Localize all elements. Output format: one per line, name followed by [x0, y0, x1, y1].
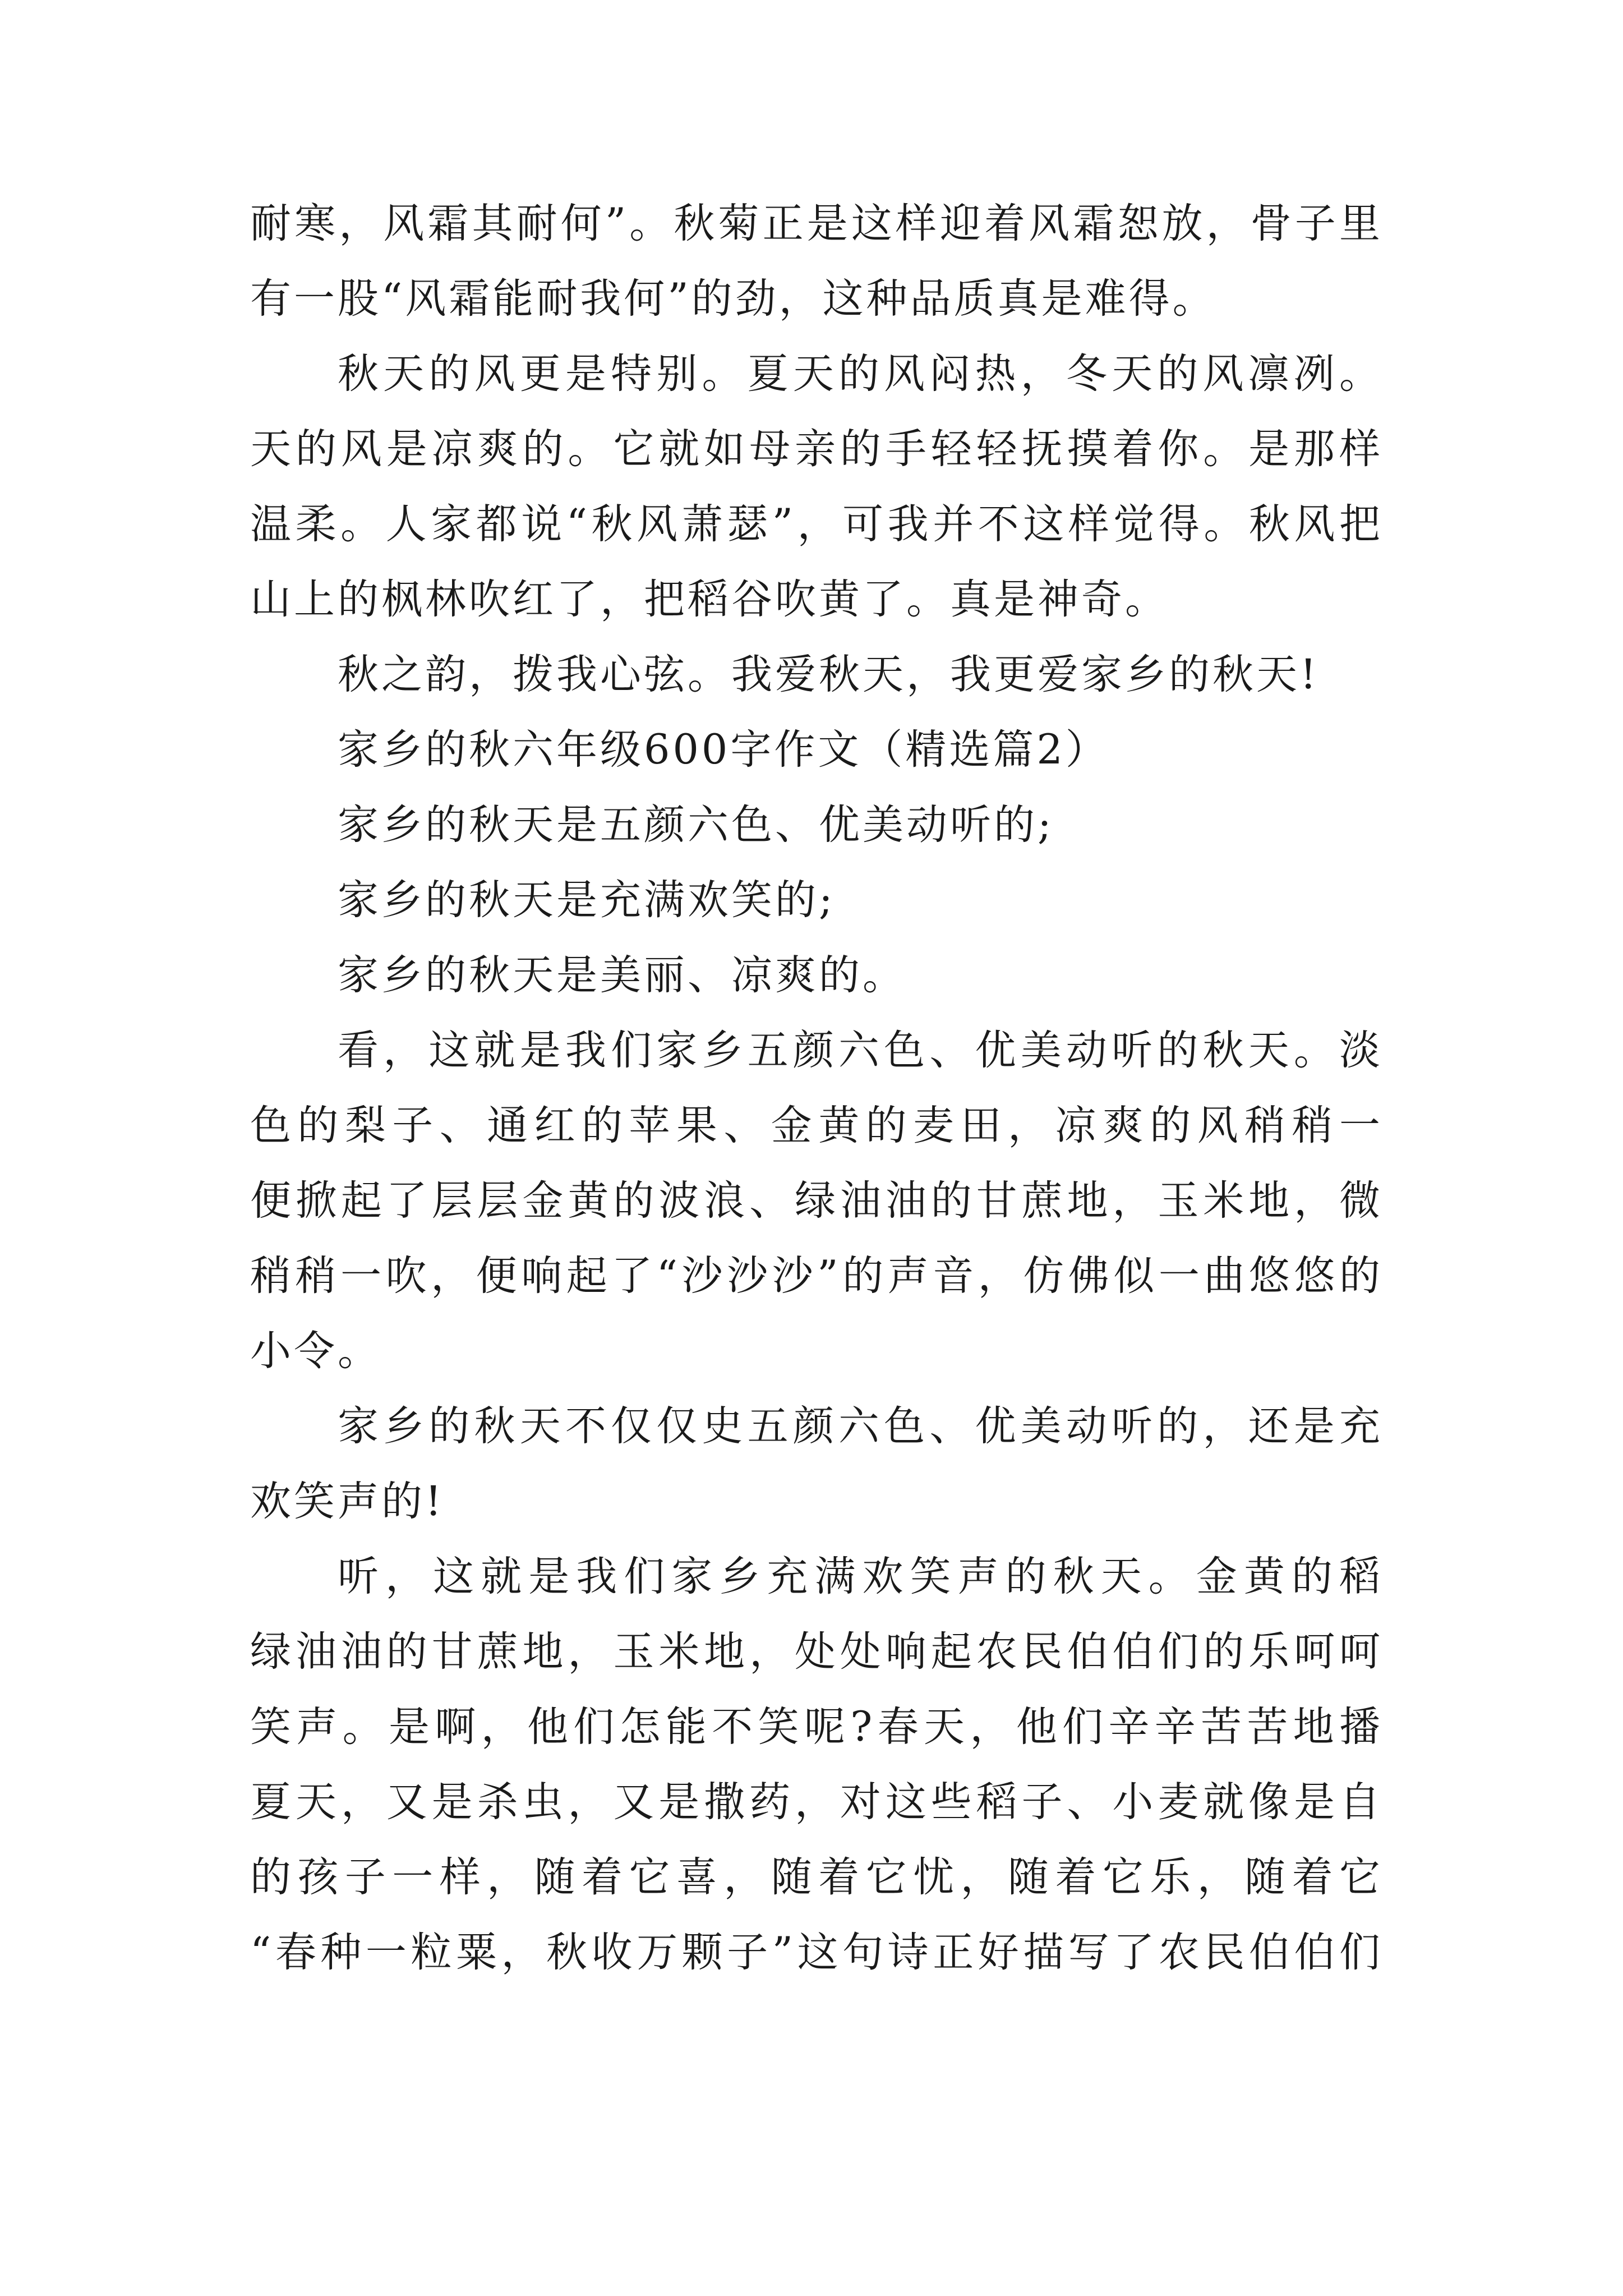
text-line: 的孩子一样，随着它喜，随着它忧，随着它乐，随着它: [250, 1853, 1383, 1901]
paragraph-start-line: 听，这就是我们家乡充满欢笑声的秋天。金黄的稻: [338, 1553, 1383, 1600]
paragraph-start-line: 家乡的秋天不仅仅史五颜六色、优美动听的，还是充: [338, 1402, 1383, 1450]
paragraph-start-line: 家乡的秋天是充满欢笑的;: [338, 876, 836, 924]
paragraph-start-line: 家乡的秋天是五颜六色、优美动听的;: [338, 801, 1054, 849]
text-line: 笑声。是啊，他们怎能不笑呢?春天，他们辛辛苦苦地播: [250, 1703, 1383, 1751]
section-heading: 家乡的秋六年级600字作文（精选篇2）: [338, 726, 1109, 774]
paragraph-start-line: 秋天的风更是特别。夏天的风闷热，冬天的风凛冽。: [338, 350, 1383, 398]
text-line: 便掀起了层层金黄的波浪、绿油油的甘蔗地，玉米地，微: [250, 1177, 1383, 1225]
text-line: 有一股“风霜能耐我何”的劲，这种品质真是难得。: [250, 275, 1216, 323]
text-line: 绿油油的甘蔗地，玉米地，处处响起农民伯伯们的乐呵呵: [250, 1628, 1383, 1676]
essay-body: [250, 186, 1383, 1990]
paragraph-start-line: 看，这就是我们家乡五颜六色、优美动听的秋天。淡: [338, 1027, 1383, 1074]
text-line: 夏天，又是杀虫，又是撒药，对这些稻子、小麦就像是自: [250, 1778, 1383, 1826]
text-line: 耐寒，风霜其耐何”。秋菊正是这样迎着风霜恕放，骨子里: [250, 200, 1383, 247]
text-line: “春种一粒粟，秋收万颗子”这句诗正好描写了农民伯伯们: [250, 1929, 1383, 1976]
text-line: 小令。: [250, 1327, 381, 1375]
paragraph-start-line: 家乡的秋天是美丽、凉爽的。: [338, 951, 906, 999]
text-line: 温柔。人家都说“秋风萧瑟”，可我并不这样觉得。秋风把: [250, 500, 1383, 548]
text-line: 色的梨子、通红的苹果、金黄的麦田，凉爽的风稍稍一: [250, 1102, 1383, 1149]
text-line: 欢笑声的!: [250, 1478, 445, 1525]
text-line: 天的风是凉爽的。它就如母亲的手轻轻抚摸着你。是那样: [250, 425, 1383, 473]
text-line: 山上的枫林吹红了，把稻谷吹黄了。真是神奇。: [250, 576, 1169, 623]
text-line: 稍稍一吹，便响起了“沙沙沙”的声音，仿佛似一曲悠悠的: [250, 1252, 1383, 1300]
paragraph-start-line: 秋之韵，拨我心弦。我爱秋天，我更爱家乡的秋天!: [338, 651, 1320, 698]
